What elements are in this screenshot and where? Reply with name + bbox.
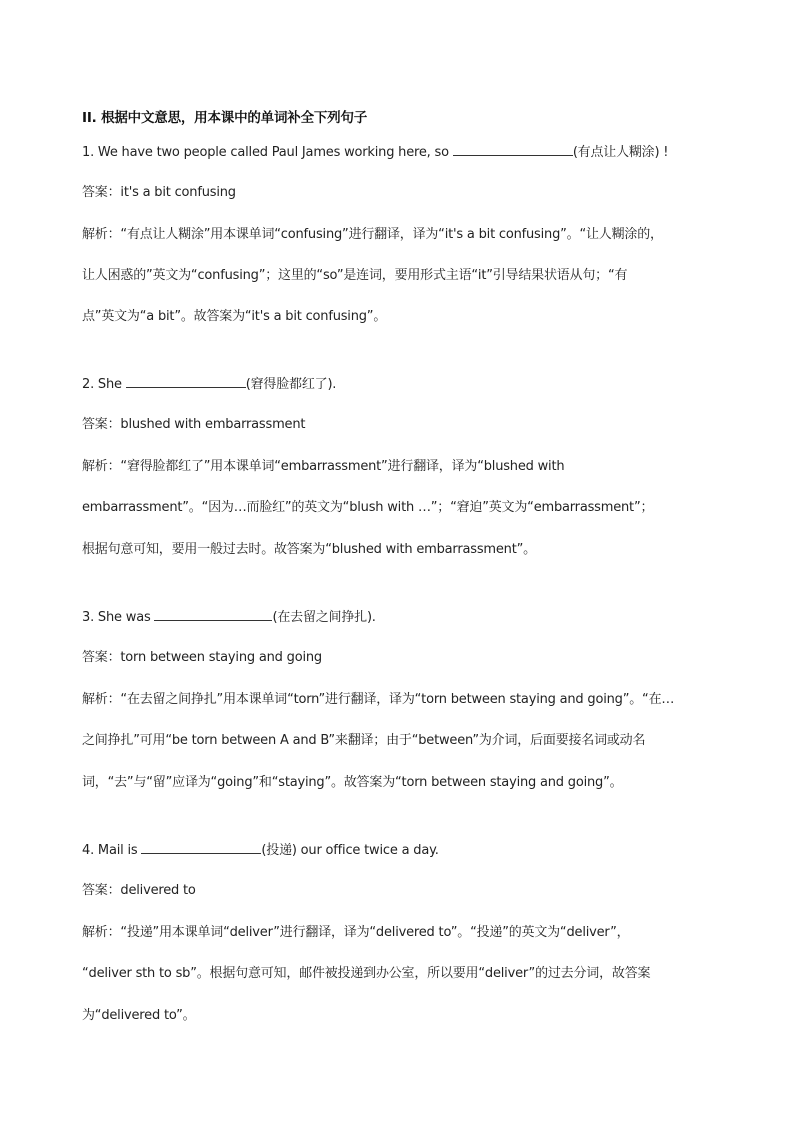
analysis-3-line-2: 之间挣扎”可用“be torn between A and B”来翻译；由于“between”为介词，后面要接名词或动名 <box>82 733 646 748</box>
answer-2 <box>82 415 722 435</box>
question-3-hint: (在去留之间挣扎). <box>272 610 376 625</box>
answer-4 <box>82 881 722 901</box>
analysis-2-line-1 <box>82 457 722 477</box>
answer-4-text: delivered to <box>120 883 196 898</box>
analysis-4-line-1 <box>82 923 722 943</box>
analysis-1-line-3: 点”英文为“a bit”。故答案为“it's a bit confusing”。 <box>82 309 387 324</box>
question-3 <box>82 607 722 628</box>
answer-label: 答案： <box>82 883 121 898</box>
analysis-2-line-2: embarrassment”。“因为…而脸红”的英文为“blush with …”；“窘迫”英文为“embarrassment”； <box>82 500 654 515</box>
analysis-label: 解析： <box>82 692 121 707</box>
analysis-4-line-3: 为“delivered to”。 <box>82 1008 196 1023</box>
analysis-2-line-3: 根据句意可知，要用一般过去时。故答案为“blushed with embarrassment”。 <box>82 542 536 557</box>
analysis-3-line-1 <box>82 690 722 710</box>
answer-1-text: it's a bit confusing <box>120 185 236 200</box>
analysis-4-line-2: “deliver sth to sb”。根据句意可知，邮件被投递到办公室，所以要用“deliver”的过去分词，故答案 <box>82 966 651 981</box>
answer-blank-2 <box>126 374 246 388</box>
analysis-1-line-1 <box>82 225 722 245</box>
analysis-3-line-3: 词，“去”与“留”应译为“going”和“staying”。故答案为“torn between staying and going”。 <box>82 775 623 790</box>
answer-blank-1 <box>453 142 573 156</box>
answer-label: 答案： <box>82 417 121 432</box>
analysis-3-text-1: “在去留之间挣扎”用本课单词“torn”进行翻译，译为“torn between staying and going”。“在… <box>120 692 675 707</box>
analysis-2-text-1: “窘得脸都红了”用本课单词“embarrassment”进行翻译，译为“blushed with <box>120 459 565 474</box>
analysis-1-line-2: 让人困惑的”英文为“confusing”；这里的“so”是连词，要用形式主语“it”引导结果状语从句；“有 <box>82 268 628 283</box>
question-1 <box>82 142 722 163</box>
analysis-label: 解析： <box>82 227 121 242</box>
section-title: II. 根据中文意思，用本课中的单词补全下列句子 <box>82 110 368 126</box>
question-1-hint: (有点让人糊涂) ! <box>572 145 669 160</box>
answer-2-text: blushed with embarrassment <box>120 417 306 432</box>
question-3-text: 3. She was <box>82 610 155 625</box>
answer-3 <box>82 648 722 668</box>
answer-3-text: torn between staying and going <box>120 650 322 665</box>
answer-blank-4 <box>141 840 261 854</box>
analysis-1-text-1: “有点让人糊涂”用本课单词“confusing”进行翻译，译为“it's a bit confusing”。“让人糊涂的， <box>120 227 663 242</box>
answer-label: 答案： <box>82 185 121 200</box>
question-4-hint: (投递) our office twice a day. <box>261 843 439 858</box>
analysis-label: 解析： <box>82 925 121 940</box>
analysis-4-text-1: “投递”用本课单词“deliver”进行翻译，译为“delivered to”。“投递”的英文为“deliver”， <box>120 925 630 940</box>
question-4 <box>82 840 722 861</box>
question-1-text: 1. We have two people called Paul James working here, so <box>82 145 453 160</box>
question-2 <box>82 374 722 395</box>
answer-1 <box>82 183 722 203</box>
question-2-hint: (窘得脸都红了). <box>245 377 337 392</box>
answer-label: 答案： <box>82 650 121 665</box>
analysis-label: 解析： <box>82 459 121 474</box>
question-4-text: 4. Mail is <box>82 843 142 858</box>
question-2-text: 2. She <box>82 377 126 392</box>
answer-blank-3 <box>154 607 272 621</box>
